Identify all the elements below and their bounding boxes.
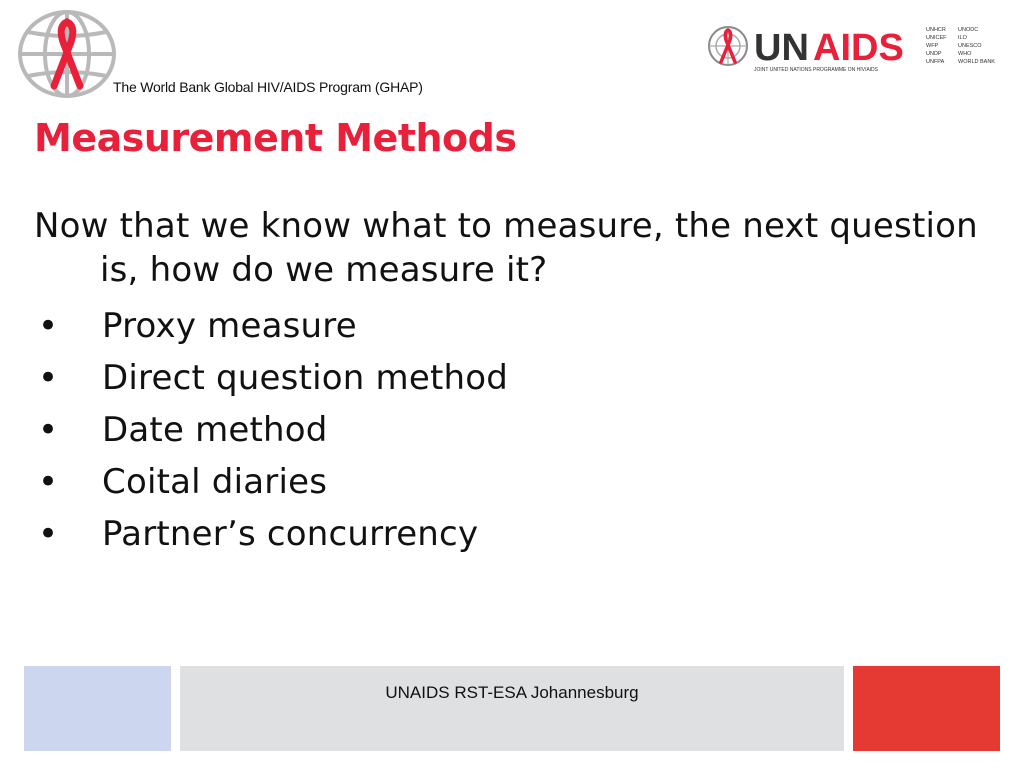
unaids-cosponsors <box>926 27 995 65</box>
slide-title: Measurement Methods <box>34 116 517 160</box>
cosponsor-item: UNFPA <box>926 59 945 65</box>
footer-block-left <box>24 666 171 751</box>
list-item <box>34 352 994 404</box>
bullet-text: Partner’s concurrency <box>102 514 479 554</box>
intro-paragraph: Now that we know what to measure, the next question is, how do we measure it? <box>34 206 978 290</box>
un-emblem-icon <box>709 27 747 65</box>
cosponsor-item: UNICEF <box>926 35 947 41</box>
list-item <box>34 456 994 508</box>
slide-body <box>34 204 994 560</box>
unaids-word-aids: AIDS <box>813 27 904 69</box>
cosponsor-item: UNODC <box>958 27 979 33</box>
cosponsor-item: UNDP <box>926 51 942 57</box>
cosponsor-item: UNESCO <box>958 43 982 49</box>
footer-block-right <box>853 666 1000 751</box>
cosponsor-item: WFP <box>926 43 939 49</box>
bullet-text: Proxy measure <box>102 306 357 346</box>
list-item <box>34 508 994 560</box>
bullet-text: Coital diaries <box>102 462 328 502</box>
unaids-word-un: UN <box>754 27 809 69</box>
bullet-text: Direct question method <box>102 358 509 398</box>
bullet-icon: • <box>38 306 59 346</box>
bullet-icon: • <box>38 462 59 502</box>
list-item <box>34 300 994 352</box>
cosponsor-item: WHO <box>958 51 972 57</box>
unaids-logo <box>704 22 1004 74</box>
footer-caption: UNAIDS RST-ESA Johannesburg <box>385 683 639 702</box>
world-bank-globe-ribbon-logo <box>16 8 118 100</box>
bullet-icon: • <box>38 514 59 554</box>
list-item <box>34 404 994 456</box>
bullet-list <box>34 300 994 560</box>
cosponsor-item: UNHCR <box>926 27 946 33</box>
unaids-tagline: JOINT UNITED NATIONS PROGRAMME ON HIV/AIDS <box>754 67 878 73</box>
footer-block-middle <box>180 666 844 751</box>
ghap-caption: The World Bank Global HIV/AIDS Program (GHAP) <box>113 79 423 95</box>
bullet-icon: • <box>38 358 59 398</box>
bullet-icon: • <box>38 410 59 450</box>
bullet-text: Date method <box>102 410 328 450</box>
cosponsor-item: ILO <box>958 35 967 41</box>
cosponsor-item: WORLD BANK <box>958 59 995 65</box>
